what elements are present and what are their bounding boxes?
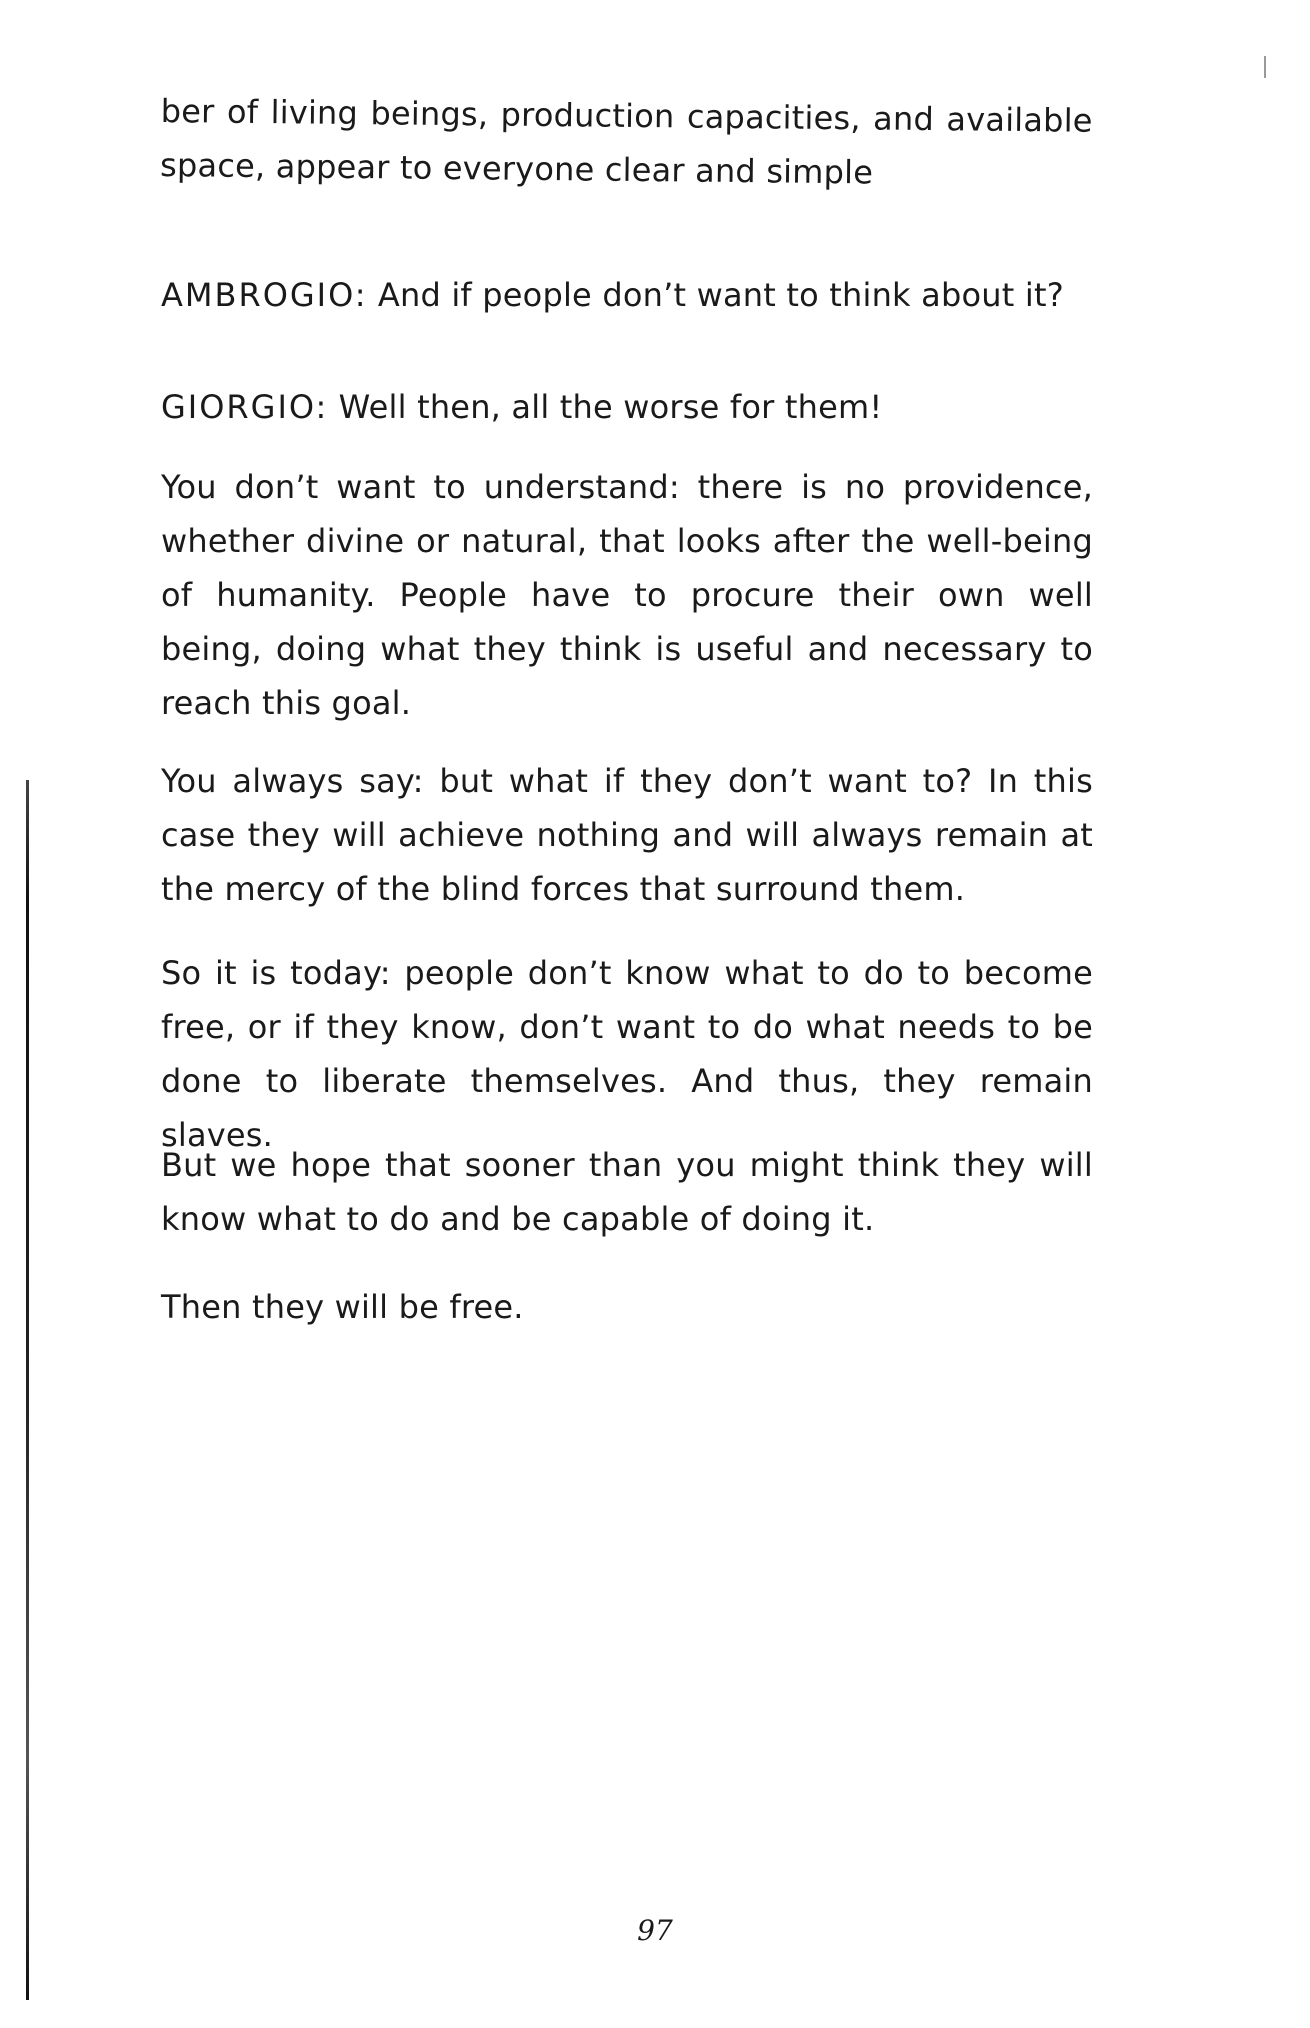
dialogue-ambrogio	[161, 268, 1093, 322]
paragraph-text: But we hope that sooner than you might think they will know what to do and be capable of doing it.	[161, 1146, 1093, 1238]
paragraph	[161, 754, 1093, 916]
speaker-name: GIORGIO:	[161, 388, 329, 426]
dialogue-text: And if people don’t want to think about it?	[377, 276, 1064, 314]
paragraph-text: ber of living beings, production capacities, and available space, appear to everyone clear and simple	[159, 91, 1093, 192]
scan-speck	[1264, 56, 1266, 78]
dialogue-text: Well then, all the worse for them!	[338, 388, 883, 426]
paragraph	[161, 460, 1093, 730]
paragraph-text: You always say: but what if they don’t want to? In this case they will achieve nothing and will always remain at the mercy of the blind forces that surround them.	[161, 762, 1093, 908]
dialogue-giorgio	[161, 380, 1093, 434]
paragraph-text: You don’t want to understand: there is no providence, whether divine or natural, that looks after the well-being of humanity. People have to procure their own well being, doing what they think is useful and necessary to reach this goal.	[161, 468, 1093, 722]
page-number: 97	[637, 1914, 673, 1947]
binding-edge	[26, 780, 29, 2000]
paragraph	[161, 1280, 1093, 1334]
paragraph-text: Then they will be free.	[161, 1288, 524, 1326]
speaker-name: AMBROGIO:	[161, 276, 368, 314]
paragraph-text: So it is today: people don’t know what to do to become free, or if they know, don’t want to do what needs to be done to liberate themselves. And thus, they remain slaves.	[161, 954, 1093, 1154]
paragraph	[161, 1138, 1093, 1246]
paragraph	[161, 946, 1093, 1162]
paragraph-continuation	[160, 84, 1093, 202]
